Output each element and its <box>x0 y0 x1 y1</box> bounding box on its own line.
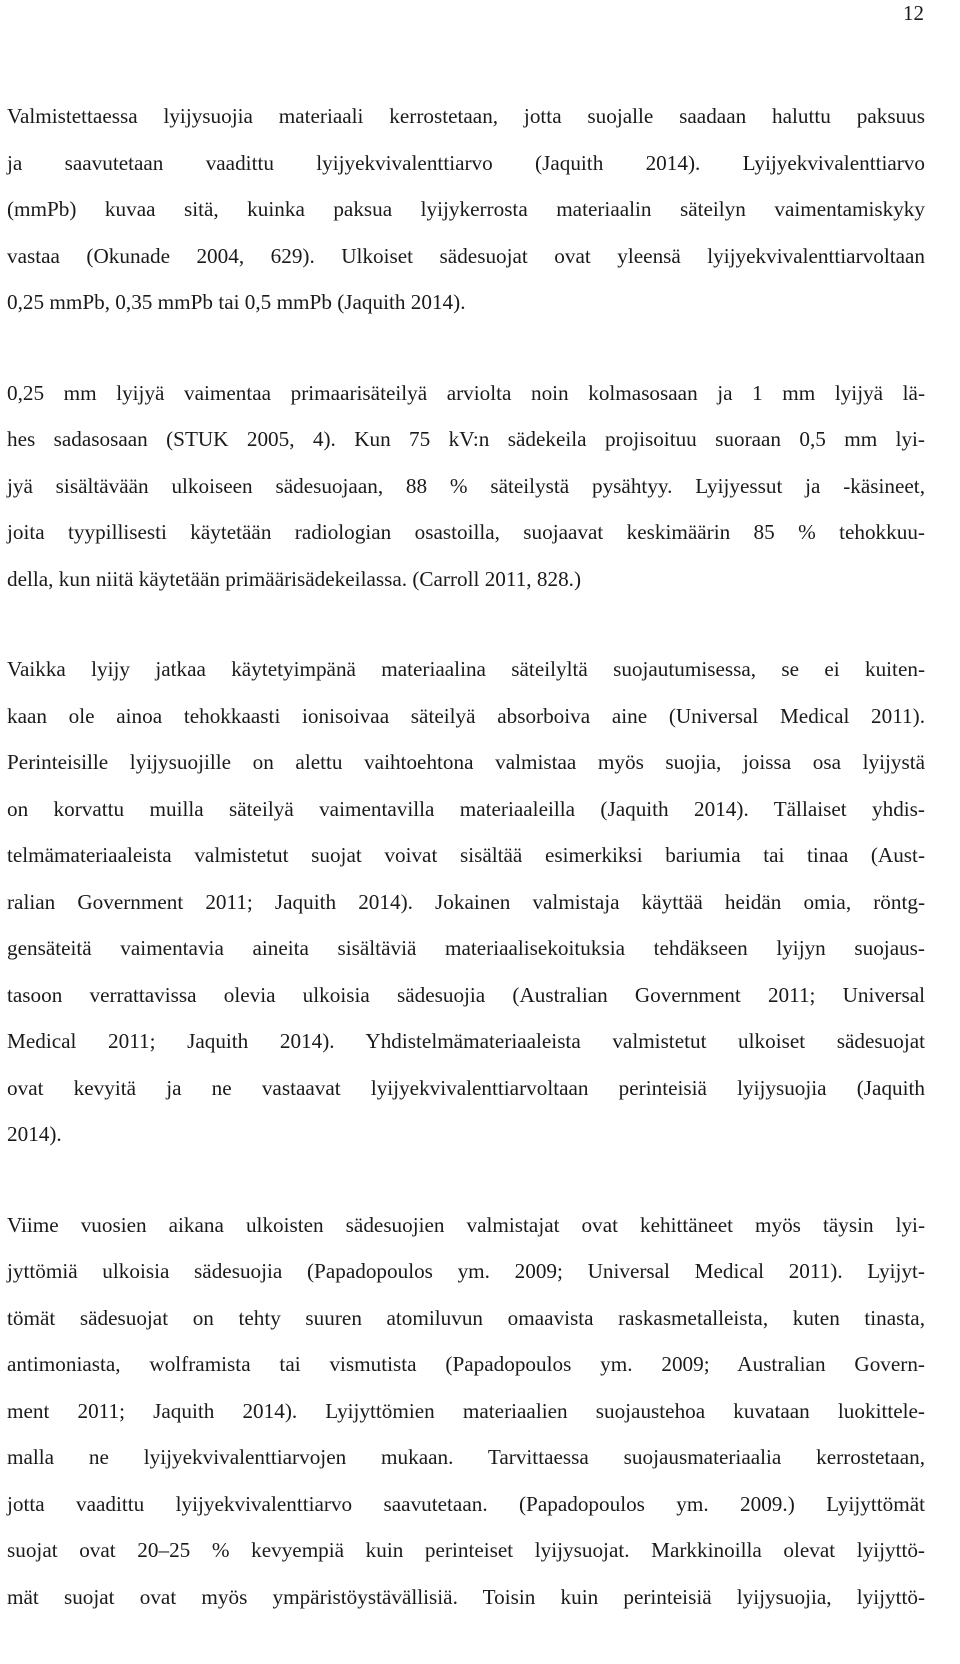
text-line: gensäteitä vaimentavia aineita sisältäviä materiaalisekoituksia tehdäkseen lyijyn suojaus- <box>7 936 925 960</box>
text-line: Viime vuosien aikana ulkoisten sädesuojien valmistajat ovat kehittäneet myös täysin lyi- <box>7 1212 925 1237</box>
text-line: 0,25 mm lyijyä vaimentaa primaarisäteilyä arviolta noin kolmasosaan ja 1 mm lyijyä lä- <box>7 380 925 405</box>
text-line: tasoon verrattavissa olevia ulkoisia sädesuojia (Australian Government 2011; Universal <box>7 982 925 1007</box>
text-line: Valmistettaessa lyijysuojia materiaali kerrostetaan, jotta suojalle saadaan haluttu paksuus <box>7 104 925 128</box>
text-line: antimoniasta, wolframista tai vismutista (Papadopoulos ym. 2009; Australian Govern- <box>7 1352 925 1376</box>
text-line: suojat ovat 20–25 % kevyempiä kuin perinteiset lyijysuojat. Markkinoilla olevat lyijyttö- <box>7 1538 925 1562</box>
paragraph <box>7 646 925 1158</box>
text-line: jyttömiä ulkoisia sädesuojia (Papadopoulos ym. 2009; Universal Medical 2011). Lyijyt- <box>7 1259 925 1283</box>
text-line: malla ne lyijyekvivalenttiarvojen mukaan. Tarvittaessa suojausmateriaalia kerrostetaan, <box>7 1445 925 1469</box>
text-line: Vaikka lyijy jatkaa käytetyimpänä materiaalina säteilyltä suojautumisessa, se ei kuiten- <box>7 657 925 681</box>
text-line: on korvattu muilla säteilyä vaimentavilla materiaaleilla (Jaquith 2014). Tällaiset yhdis- <box>7 796 925 821</box>
text-line: kaan ole ainoa tehokkaasti ionisoivaa säteilyä absorboiva aine (Universal Medical 2011). <box>7 703 925 728</box>
text-line: vastaa (Okunade 2004, 629). Ulkoiset sädesuojat ovat yleensä lyijyekvivalenttiarvoltaan <box>7 243 925 268</box>
paragraph <box>7 370 925 603</box>
page-number: 12 <box>903 1 924 25</box>
text-line: ovat kevyitä ja ne vastaavat lyijyekvivalenttiarvoltaan perinteisiä lyijysuojia (Jaquith <box>7 1075 925 1100</box>
text-line: (mmPb) kuvaa sitä, kuinka paksua lyijykerrosta materiaalin säteilyn vaimentamiskyky <box>7 197 925 221</box>
text-line: tömät sädesuojat on tehty suuren atomiluvun omaavista raskasmetalleista, kuten tinasta, <box>7 1305 925 1330</box>
text-line: della, kun niitä käytetään primäärisädekeilassa. (Carroll 2011, 828.) <box>7 566 582 591</box>
text-line: ja saavutetaan vaadittu lyijyekvivalenttiarvo (Jaquith 2014). Lyijyekvivalenttiarvo <box>7 150 925 175</box>
text-line: 0,25 mmPb, 0,35 mmPb tai 0,5 mmPb (Jaquith 2014). <box>7 290 466 314</box>
text-line: jyä sisältävään ulkoiseen sädesuojaan, 88 % säteilystä pysähtyy. Lyijyessut ja -käsineet, <box>7 473 925 498</box>
text-line: ment 2011; Jaquith 2014). Lyijyttömien materiaalien suojaustehoa kuvataan luokittele- <box>7 1398 925 1423</box>
paragraph <box>7 93 925 326</box>
text-line: Perinteisille lyijysuojille on alettu vaihtoehtona valmistaa myös suojia, joissa osa lyijystä <box>7 750 925 774</box>
text-line: telmämateriaaleista valmistetut suojat voivat sisältää esimerkiksi bariumia tai tinaa (Aust- <box>7 843 925 867</box>
document-body <box>7 93 925 1664</box>
text-line: joita tyypillisesti käytetään radiologian osastoilla, suojaavat keskimäärin 85 % tehokkuu- <box>7 520 925 544</box>
text-line: hes sadasosaan (STUK 2005, 4). Kun 75 kV:n sädekeila projisoituu suoraan 0,5 mm lyi- <box>7 427 925 451</box>
text-line: 2014). <box>7 1122 62 1146</box>
paragraph <box>7 1202 925 1621</box>
text-line: jotta vaadittu lyijyekvivalenttiarvo saavutetaan. (Papadopoulos ym. 2009.) Lyijyttömät <box>7 1491 925 1516</box>
text-line: Medical 2011; Jaquith 2014). Yhdistelmämateriaaleista valmistetut ulkoiset sädesuojat <box>7 1029 925 1053</box>
text-line: mät suojat ovat myös ympäristöystävällisiä. Toisin kuin perinteisiä lyijysuojia, lyijyttö- <box>7 1584 925 1609</box>
text-line: ralian Government 2011; Jaquith 2014). Jokainen valmistaja käyttää heidän omia, röntg- <box>7 889 925 914</box>
